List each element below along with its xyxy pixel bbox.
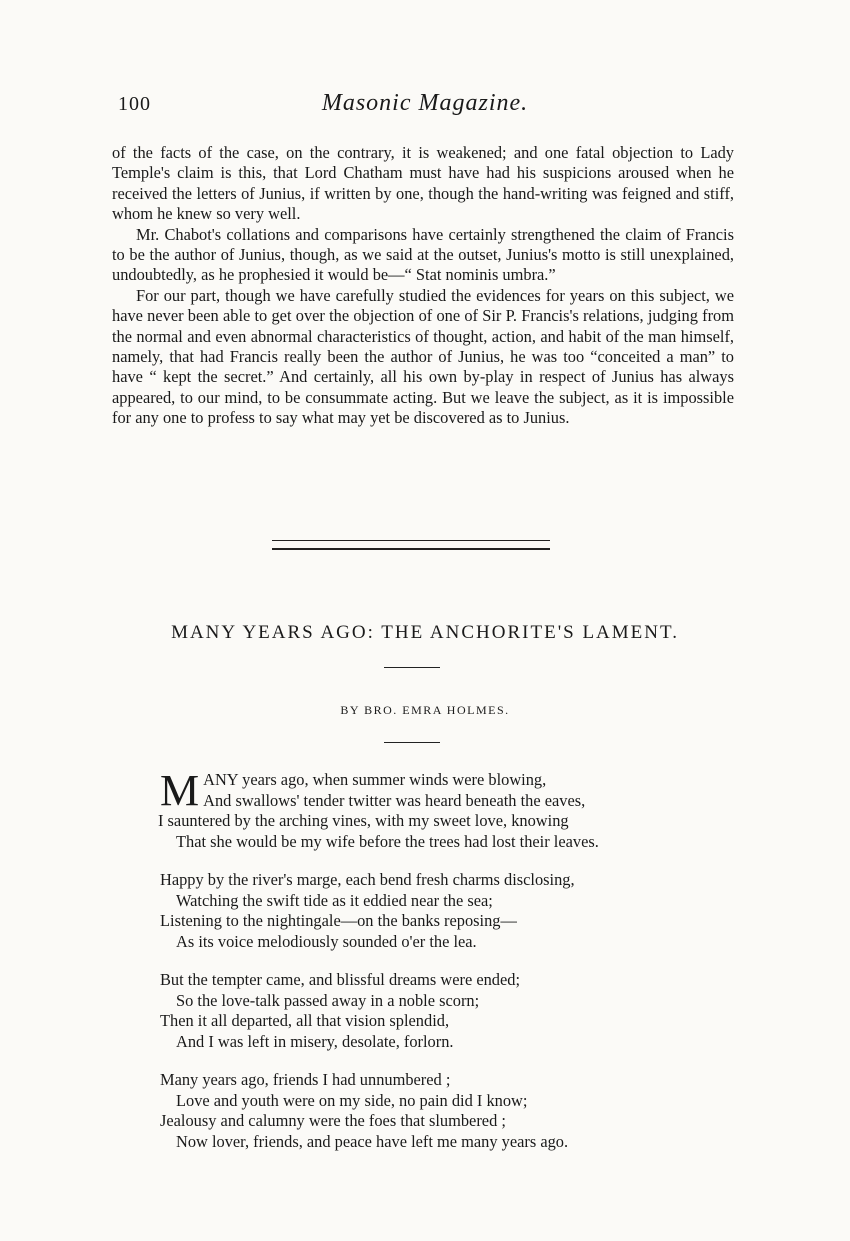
poem-line: So the love-talk passed away in a noble scorn; xyxy=(176,990,480,1010)
poem-byline: BY BRO. EMRA HOLMES. xyxy=(340,703,510,717)
poem-line: Then it all departed, all that vision splendid, xyxy=(160,1011,450,1030)
article-body xyxy=(112,143,734,429)
poem-line: Now lover, friends, and peace have left me many years ago. xyxy=(176,1131,569,1151)
poem-line: ANY years ago, when summer winds were blowing, xyxy=(203,770,547,789)
poem-stanza xyxy=(158,766,720,852)
poem-line: Watching the swift tide as it eddied near the sea; xyxy=(176,890,493,910)
poem-stanza xyxy=(160,870,720,952)
poem-title: MANY YEARS AGO: THE ANCHORITE'S LAMENT. xyxy=(171,622,679,643)
poem-line: As its voice melodiously sounded o'er the lea. xyxy=(176,931,477,951)
poem-body xyxy=(158,766,720,1170)
poem-stanza xyxy=(160,1070,720,1152)
poem-line: That she would be my wife before the trees had lost their leaves. xyxy=(176,831,599,851)
poem-line: And swallows' tender twitter was heard beneath the eaves, xyxy=(203,790,586,810)
page-number: 100 xyxy=(118,93,151,115)
drop-cap: M xyxy=(160,766,200,815)
running-title: Masonic Magazine. xyxy=(321,90,529,116)
poem-stanza xyxy=(160,970,720,1052)
title-rule xyxy=(384,667,440,668)
poem-line: Happy by the river's marge, each bend fresh charms disclosing, xyxy=(160,870,575,889)
poem-line: But the tempter came, and blissful dreams were ended; xyxy=(160,970,521,989)
byline-rule xyxy=(384,742,440,743)
article-paragraph: of the facts of the case, on the contrary, it is weakened; and one fatal objection to Lady Temple's claim is this, that Lord Chatham must have had his suspicions aroused when he received the letters of Junius, if written by one, though the hand-writing was feigned and stiff, whom he knew so very well. xyxy=(112,143,734,224)
poem-line: Listening to the nightingale—on the banks reposing— xyxy=(160,911,517,930)
article-paragraph: For our part, though we have carefully studied the evidences for years on this subject, we have never been able to get over the objection of one of Sir P. Francis's relations, judging from the normal and even abnormal characteristics of thought, action, and habit of the man himself, namely, that had Francis really been the author of Junius, he was too “conceited a man” to have “ kept the secret.” And certainly, all his own by-play in respect of Junius has always appeared, to our mind, to be consummate acting. But we leave the subject, as it is impossible for any one to profess to say what may yet be discovered as to Junius. xyxy=(112,285,734,428)
poem-line: I sauntered by the arching vines, with my sweet love, knowing xyxy=(158,811,569,830)
section-separator xyxy=(272,540,550,550)
poem-line: And I was left in misery, desolate, forlorn. xyxy=(176,1031,454,1051)
article-paragraph: Mr. Chabot's collations and comparisons have certainly strengthened the claim of Francis to be the author of Junius, though, as we said at the outset, Junius's motto is still unexplained, undoubtedly, as he prophesied it would be—“ Stat nominis umbra.” xyxy=(112,224,734,285)
poem-line: Love and youth were on my side, no pain did I know; xyxy=(176,1090,528,1110)
poem-line: Many years ago, friends I had unnumbered ; xyxy=(160,1070,451,1089)
poem-line: Jealousy and calumny were the foes that slumbered ; xyxy=(160,1111,506,1130)
